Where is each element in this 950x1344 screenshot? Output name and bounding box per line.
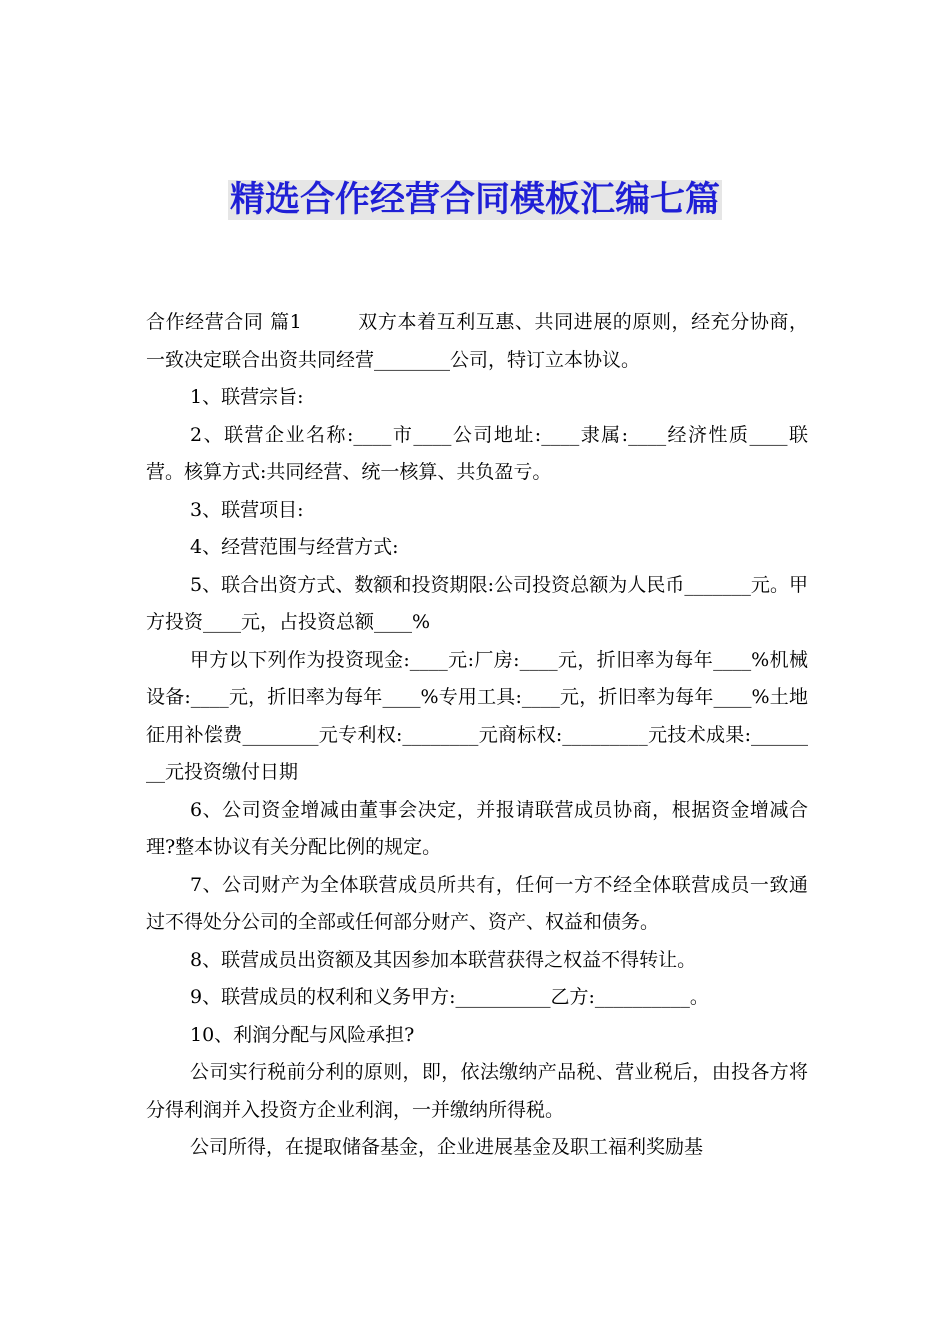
paragraph: 9、联营成员的权利和义务甲方:__________乙方:__________。: [190, 986, 709, 1008]
paragraph: 5、联合出资方式、数额和投资期限:公司投资总额为人民币_______元。甲方投资____元，占投资总额____%: [146, 573, 808, 633]
paragraph-text: 双方本着互利互惠、共同进展的原则，经充分协商，一致决定联合出资共同经营________公司，特订立本协议。: [146, 311, 808, 371]
paragraph: 4、经营范围与经营方式:: [190, 536, 399, 558]
paragraph: 3、联营项目:: [190, 498, 304, 521]
intro-heading: 合作经营合同 篇1: [146, 311, 302, 333]
paragraph-intro: [146, 304, 808, 379]
paragraph: 8、联营成员出资额及其因参加本联营获得之权益不得转让。: [190, 948, 697, 971]
title-text: 精选合作经营合同模板汇编七篇: [229, 180, 720, 220]
document-body: [146, 304, 808, 1167]
document-title: [0, 176, 950, 224]
paragraph: 甲方以下列作为投资现金:____元:厂房:____元，折旧率为每年____%机械设备:____元，折旧率为每年____%专用工具:____元，折旧率为每年____%土地征用补偿费________元专利权:________元商标权:_________元技术成果:________元投资缴付日期: [146, 648, 808, 783]
paragraph: 2、联营企业名称:____市____公司地址:____隶属:____经济性质____联营。核算方式:共同经营、统一核算、共负盈亏。: [146, 423, 808, 483]
paragraph: 10、利润分配与风险承担?: [190, 1023, 415, 1046]
paragraph: 公司所得，在提取储备基金，企业进展基金及职工福利奖励基: [190, 1136, 704, 1158]
paragraph: 1、联营宗旨:: [190, 386, 304, 408]
paragraph: 6、公司资金增减由董事会决定，并报请联营成员协商，根据资金增减合理?整本协议有关分配比例的规定。: [146, 798, 808, 858]
paragraph: 公司实行税前分利的原则，即，依法缴纳产品税、营业税后，由投各方将分得利润并入投资方企业利润，一并缴纳所得税。: [146, 1061, 808, 1121]
paragraph: 7、公司财产为全体联营成员所共有，任何一方不经全体联营成员一致通过不得处分公司的全部或任何部分财产、资产、权益和债务。: [146, 873, 808, 933]
